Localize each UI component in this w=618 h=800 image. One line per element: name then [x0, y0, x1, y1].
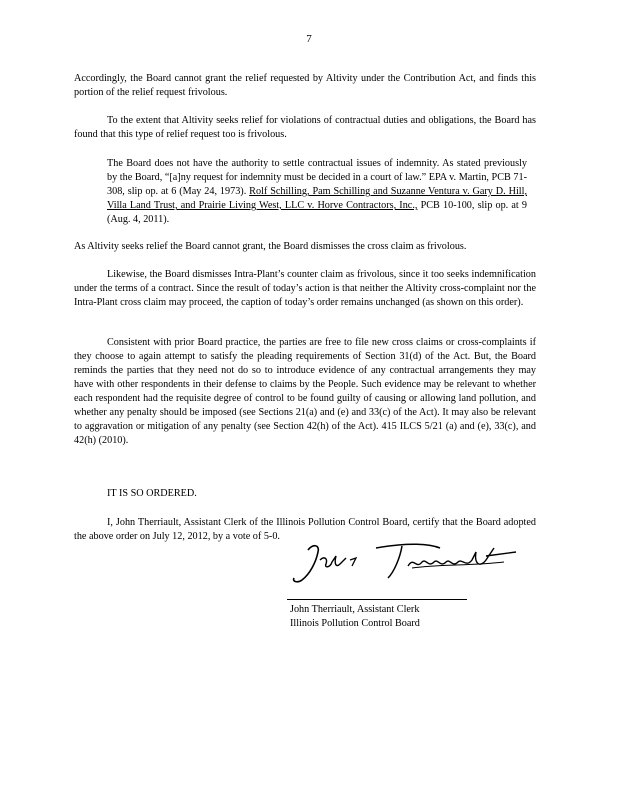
signature-line — [287, 599, 467, 600]
citation-tail: PCB 10-100, slip op. at 9 (Aug. 4, 2011). — [107, 200, 527, 225]
quoted-block-indemnity — [107, 157, 527, 227]
handwritten-signature — [290, 538, 540, 594]
order-statement: IT IS SO ORDERED. — [107, 488, 197, 499]
paragraph-cross-claim-dismissed: As Altivity seeks relief the Board cannot grant, the Board dismisses the cross claim as frivolous. — [74, 241, 467, 252]
paragraph-certification: I, John Therriault, Assistant Clerk of the Illinois Pollution Control Board, certify that the Board adopted the above order on July 12, 2012, by a vote of 5-0. — [74, 517, 536, 542]
paragraph-contractual-duties: To the extent that Altivity seeks relief for violations of contractual duties and obligations, the Board has found that this type of relief request too is frivolous. — [74, 115, 536, 140]
signer-organization: Illinois Pollution Control Board — [290, 618, 420, 629]
signer-name: John Therriault, Assistant Clerk — [290, 604, 420, 615]
page-number: 7 — [306, 33, 312, 45]
signer-block — [290, 603, 420, 631]
paragraph-board-practice: Consistent with prior Board practice, the parties are free to file new cross claims or cross-complaints if they choose to again attempt to satisfy the pleading requirements of Section 31(d) of the Act. But, the Board reminds the parties that they need not do so to introduce evidence of any contractual arrangements they may have with other respondents in their defense to claims by the People. Such evidence may be relevant to whether each respondent had the requisite degree of control to be found guilty of causing or allowing land pollution, and whether any penalty should be imposed (see Sections 21(a) and (e) and 33(c) of the Act). It may also be relevant to aggravation or mitigation of any penalty (see Section 42(h) of the Act). 415 ILCS 5/21 (a) and (e), 33(c), and 42(h) (2010). — [74, 337, 536, 446]
quote-plain-text: The Board does not have the authority to settle contractual issues of indemnity. As stated previously by the Board, “[a]ny request for indemnity must be decided in a court of law.” EPA v. Martin, PCB 71-308, slip op. at 6 (May 24, 1973). — [107, 158, 527, 197]
paragraph-contribution-act: Accordingly, the Board cannot grant the relief requested by Altivity under the Contribution Act, and finds this portion of the relief request frivolous. — [74, 73, 536, 98]
paragraph-counter-claim: Likewise, the Board dismisses Intra-Plant’s counter claim as frivolous, since it too seeks indemnification under the terms of a contract. Since the result of today’s action is that neither the Altivity cross-complaint nor the Intra-Plant cross claim may proceed, the caption of today’s order remains unchanged (as shown on this order). — [74, 269, 536, 308]
case-citation-schilling: Rolf Schilling, Pam Schilling and Suzanne Ventura v. Gary D. Hill, Villa Land Trust, and Prairie Living West, LLC v. Horve Contractors, Inc., — [107, 186, 528, 211]
